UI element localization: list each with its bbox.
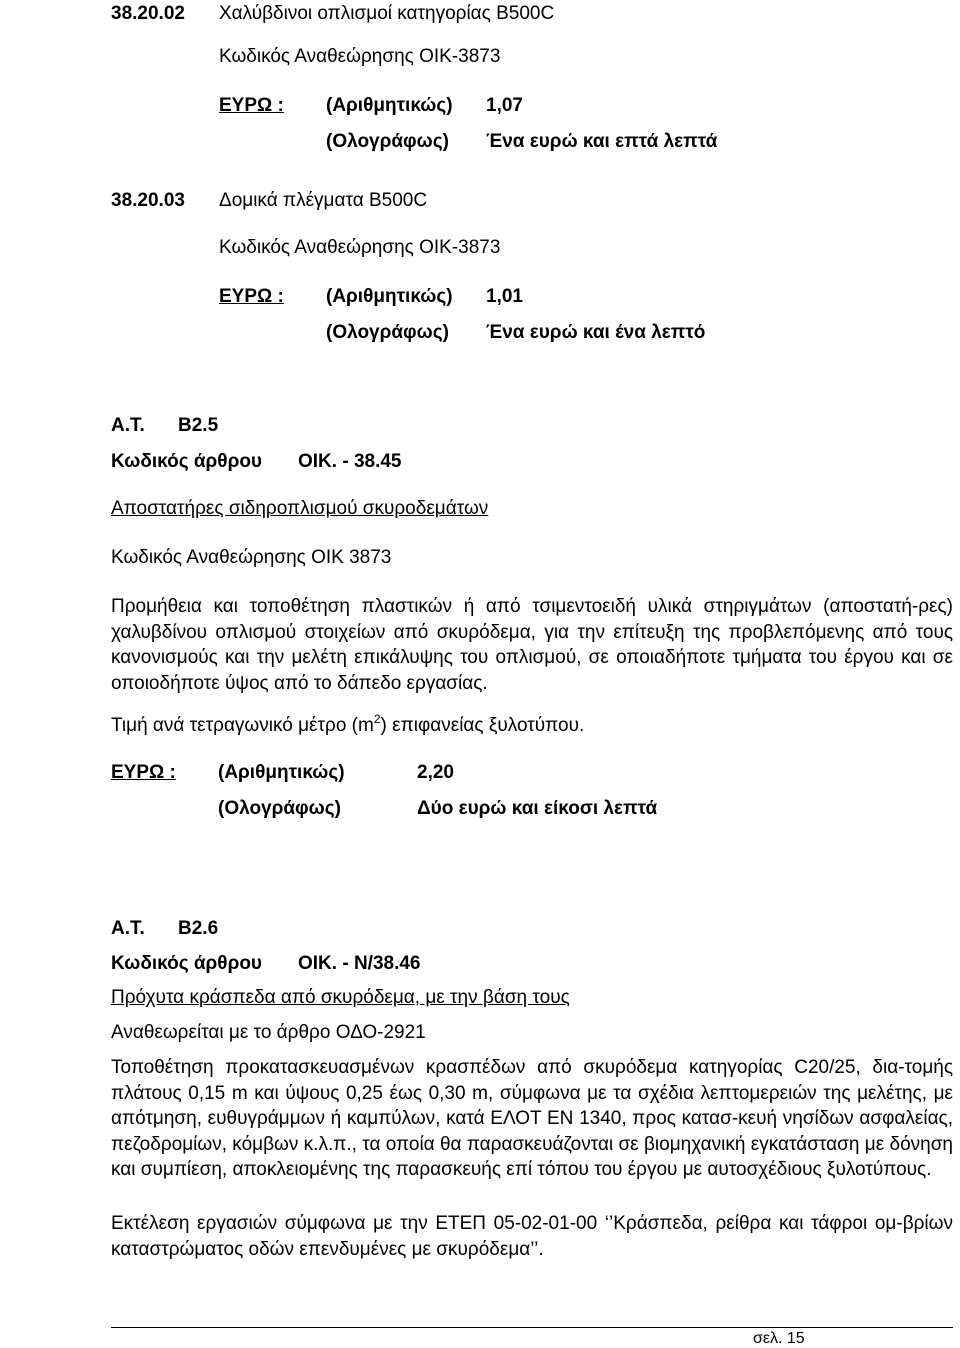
page-number: σελ. 15 xyxy=(753,1330,805,1347)
article-code-value: ΟΙΚ. - Ν/38.46 xyxy=(298,953,421,974)
article-description: Προμήθεια και τοποθέτηση πλαστικών ή από τσιμεντοειδή υλικά στηριγμάτων (αποστατή-ρες) χαλυβδίνου οπλισμού στοιχείων από σκυρόδεμα, για την επίτευξη της προβλεπόμενης από τους κανονισμούς και την μελέτη επικάλυψης του οπλισμού, σε οποιαδήποτε τμήματα του έργου και σε οποιοδήποτε ύψος από το δάπεδο εργασίας. xyxy=(111,596,953,694)
words-label: (Ολογράφως) xyxy=(326,131,449,152)
words-label: (Ολογράφως) xyxy=(218,798,341,819)
at-label: Α.Τ. xyxy=(111,918,145,939)
numeric-price: 2,20 xyxy=(417,762,454,783)
item-title: Δομικά πλέγματα Β500C xyxy=(219,190,428,211)
price-unit-post: ) επιφανείας ξυλοτύπου. xyxy=(380,715,585,736)
item-code: 38.20.02 xyxy=(111,3,185,24)
numeric-price: 1,01 xyxy=(486,286,523,307)
price-unit-pre: Τιμή ανά τετραγωνικό μέτρο (m xyxy=(111,715,374,736)
article-title: Πρόχυτα κράσπεδα από σκυρόδεμα, με την βάση τους xyxy=(111,987,570,1008)
article-code-label: Κωδικός άρθρου xyxy=(111,953,262,974)
numeric-label: (Αριθμητικώς) xyxy=(326,286,453,307)
price-unit-sup: 2 xyxy=(373,712,381,726)
article-code-value: ΟΙΚ. - 38.45 xyxy=(298,451,402,472)
revision-note: Αναθεωρείται με το άρθρο ΟΔΟ-2921 xyxy=(111,1022,426,1043)
article-title: Αποστατήρες σιδηροπλισμού σκυροδεμάτων xyxy=(111,498,489,519)
revision-code: Κωδικός Αναθεώρησης ΟΙΚ-3873 xyxy=(219,46,501,67)
numeric-label: (Αριθμητικώς) xyxy=(326,95,453,116)
at-value: Β2.5 xyxy=(178,415,219,436)
article-description-standard: Εκτέλεση εργασιών σύμφωνα με την ΕΤΕΠ 05-02-01-00 ‘’Κράσπεδα, ρείθρα και τάφροι ομ-βρίων καταστρώματος οδών επενδυμένες με σκυρόδεμα’’. xyxy=(111,1213,953,1260)
words-price: Ένα ευρώ και ένα λεπτό xyxy=(486,322,706,343)
numeric-label: (Αριθμητικώς) xyxy=(218,762,345,783)
footer-rule xyxy=(111,1327,953,1328)
revision-code: Κωδικός Αναθεώρησης ΟΙΚ-3873 xyxy=(219,237,501,258)
article-description: Τοποθέτηση προκατασκευασμένων κρασπέδων από σκυρόδεμα κατηγορίας C20/25, δια-τομής πλάτους 0,15 m και ύψους 0,25 έως 0,30 m, σύμφωνα με τα σχέδια λεπτομερειών της μελέτης, με απότμηση, ευθυγράμμων ή καμπύλων, κατά ΕΛΟΤ ΕΝ 1340, προς κατασ-κευή νησίδων ασφαλείας, πεζοδρομίων, κόμβων κ.λ.π., τα οποία θα παρασκευάζονται σε βιομηχανική εγκατάσταση με δόνηση και συμπίεση, αποκλειομένης της παρασκευής επί τόπου του έργου με αυτοσχέδιους ξυλοτύπους. xyxy=(111,1057,953,1180)
price-currency-label: ΕΥΡΩ : xyxy=(219,286,284,307)
numeric-price: 1,07 xyxy=(486,95,523,116)
item-code: 38.20.03 xyxy=(111,190,185,211)
price-currency-label: ΕΥΡΩ : xyxy=(111,762,176,783)
at-label: Α.Τ. xyxy=(111,415,145,436)
article-code-label: Κωδικός άρθρου xyxy=(111,451,262,472)
price-currency-label: ΕΥΡΩ : xyxy=(219,95,284,116)
item-title: Χαλύβδινοι οπλισμοί κατηγορίας Β500C xyxy=(219,3,555,24)
words-price: Ένα ευρώ και επτά λεπτά xyxy=(486,131,718,152)
revision-code: Κωδικός Αναθεώρησης ΟΙΚ 3873 xyxy=(111,547,392,568)
words-price: Δύο ευρώ και είκοσι λεπτά xyxy=(417,798,658,819)
words-label: (Ολογράφως) xyxy=(326,322,449,343)
at-value: Β2.6 xyxy=(178,918,219,939)
price-unit-text xyxy=(111,712,585,737)
